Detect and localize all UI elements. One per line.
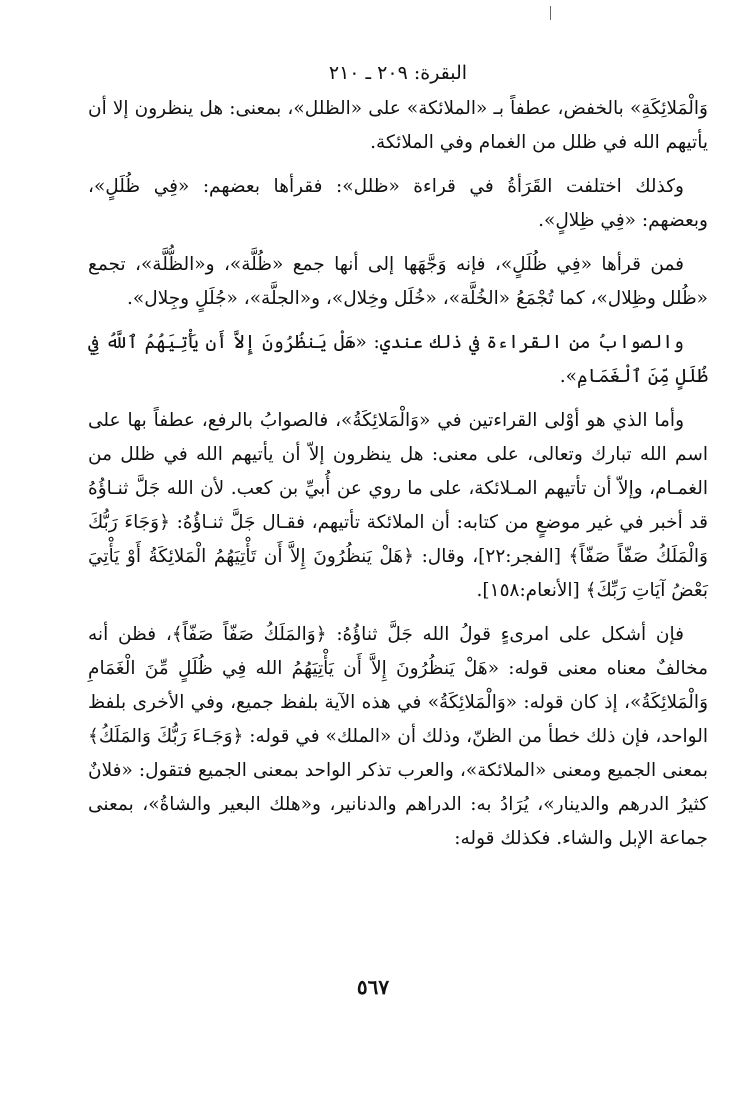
paragraph-2: وكذلك اختلفت القَرَأةُ في قراءة «ظلل»: فقرأها بعضهم: «فِي ظُلَلٍ»، وبعضهم: «فِي ظِلالٍ».	[88, 176, 708, 231]
paragraph-3: فمن قرأها «فِي ظُلَلٍ»، فإنه وَجَّهَها إلى أنها جمع «ظُلَّة»، و«الظُّلَّة»، تجمع «ظُلل وظِلال»، كما تُجْمَعُ «الخُلَّة»، «خُلَل وخِلال»، و«الجلَّة»، «جُلَلٍ وجِلال».	[88, 254, 708, 309]
paragraph-6: فإن أشكل على امرىءٍ قولُ الله جَلَّ ثناؤُهُ: ﴿وَالمَلَكُ صَفّاً صَفّاً﴾، فظن أنه مخالفٌ معناه معنى قوله: «هَلْ يَنظُرُونَ إِلاَّ أَن يَأْتِيَهُمُ الله فِي ظُلَلٍ مِّنَ الْغَمَامِ وَالْمَلائِكَةُ»، إذ كان قوله: «وَالْمَلائِكَةُ» في هذه الآية بلفظ جميع، وفي الأخرى بلفظ الواحد، فإن ذلك خطأ من الظنّ، وذلك أن «الملك» في قوله: ﴿وَجَـاءَ رَبُّكَ وَالمَلَكُ﴾ بمعنى الجميع ومعنى «الملائكة»، والعرب تذكر الواحد بمعنى الجميع فتقول: «فلانٌ كثيرُ الدرهم والدينار»، يُرَادُ به: الدراهم والدنانير، و«هلك البعير والشاةُ»، بمعنى جماعة الإبل والشاء. فكذلك قوله:	[88, 624, 708, 849]
paragraph-4: والصوابُ من القراءة في ذلك عندي: «هَلْ يَنظُرُونَ إِلاَّ أَن يَأْتِيَهُمُ ٱللَّهُ فِي ظُلَلٍ مِّنَ ٱلْغَمَامِ».	[88, 332, 708, 387]
page-number: ٥٦٧	[356, 975, 390, 999]
running-header: البقرة: ٢٠٩ ـ ٢١٠	[328, 62, 468, 84]
paragraph-5: وأما الذي هو أوْلى القراءتين في «وَالْمَلائِكَةُ»، فالصوابُ بالرفع، عطفاً بها على اسم الله تبارك وتعالى، على معنى: هل ينظرون إلاّ أن يأتيهم الله في ظلل من الغمـام، وإلاّ أن تأتيهم المـلائكة، على ما روي عن أُبيِّ بن كعب. لأن الله جَلَّ ثنـاؤُهُ قد أخبر في غير موضعٍ من كتابه: أن الملائكة تأتيهم، فقـال جَلَّ ثنـاؤُهُ: ﴿وَجَاءَ رَبُّكَ وَالْمَلَكُ صَفّاً صَفّاً﴾ [الفجر:٢٢]، وقال: ﴿هَلْ يَنظُرُونَ إِلاَّ أَن تَأْتِيَهُمُ الْمَلائِكَةُ أَوْ يَأْتِيَ بَعْضُ آيَاتِ رَبِّكَ﴾ [الأنعام:١٥٨].	[88, 410, 708, 601]
paragraph-1: وَالْمَلائِكَةِ» بالخفض، عطفاً بـ «الملائكة» على «الظلل»، بمعنى: هل ينظرون إلا أن يأتيهم الله في ظلل من الغمام وفي الملائكة.	[88, 98, 708, 153]
top-edge-mark	[550, 6, 551, 20]
book-page	[88, 60, 708, 866]
